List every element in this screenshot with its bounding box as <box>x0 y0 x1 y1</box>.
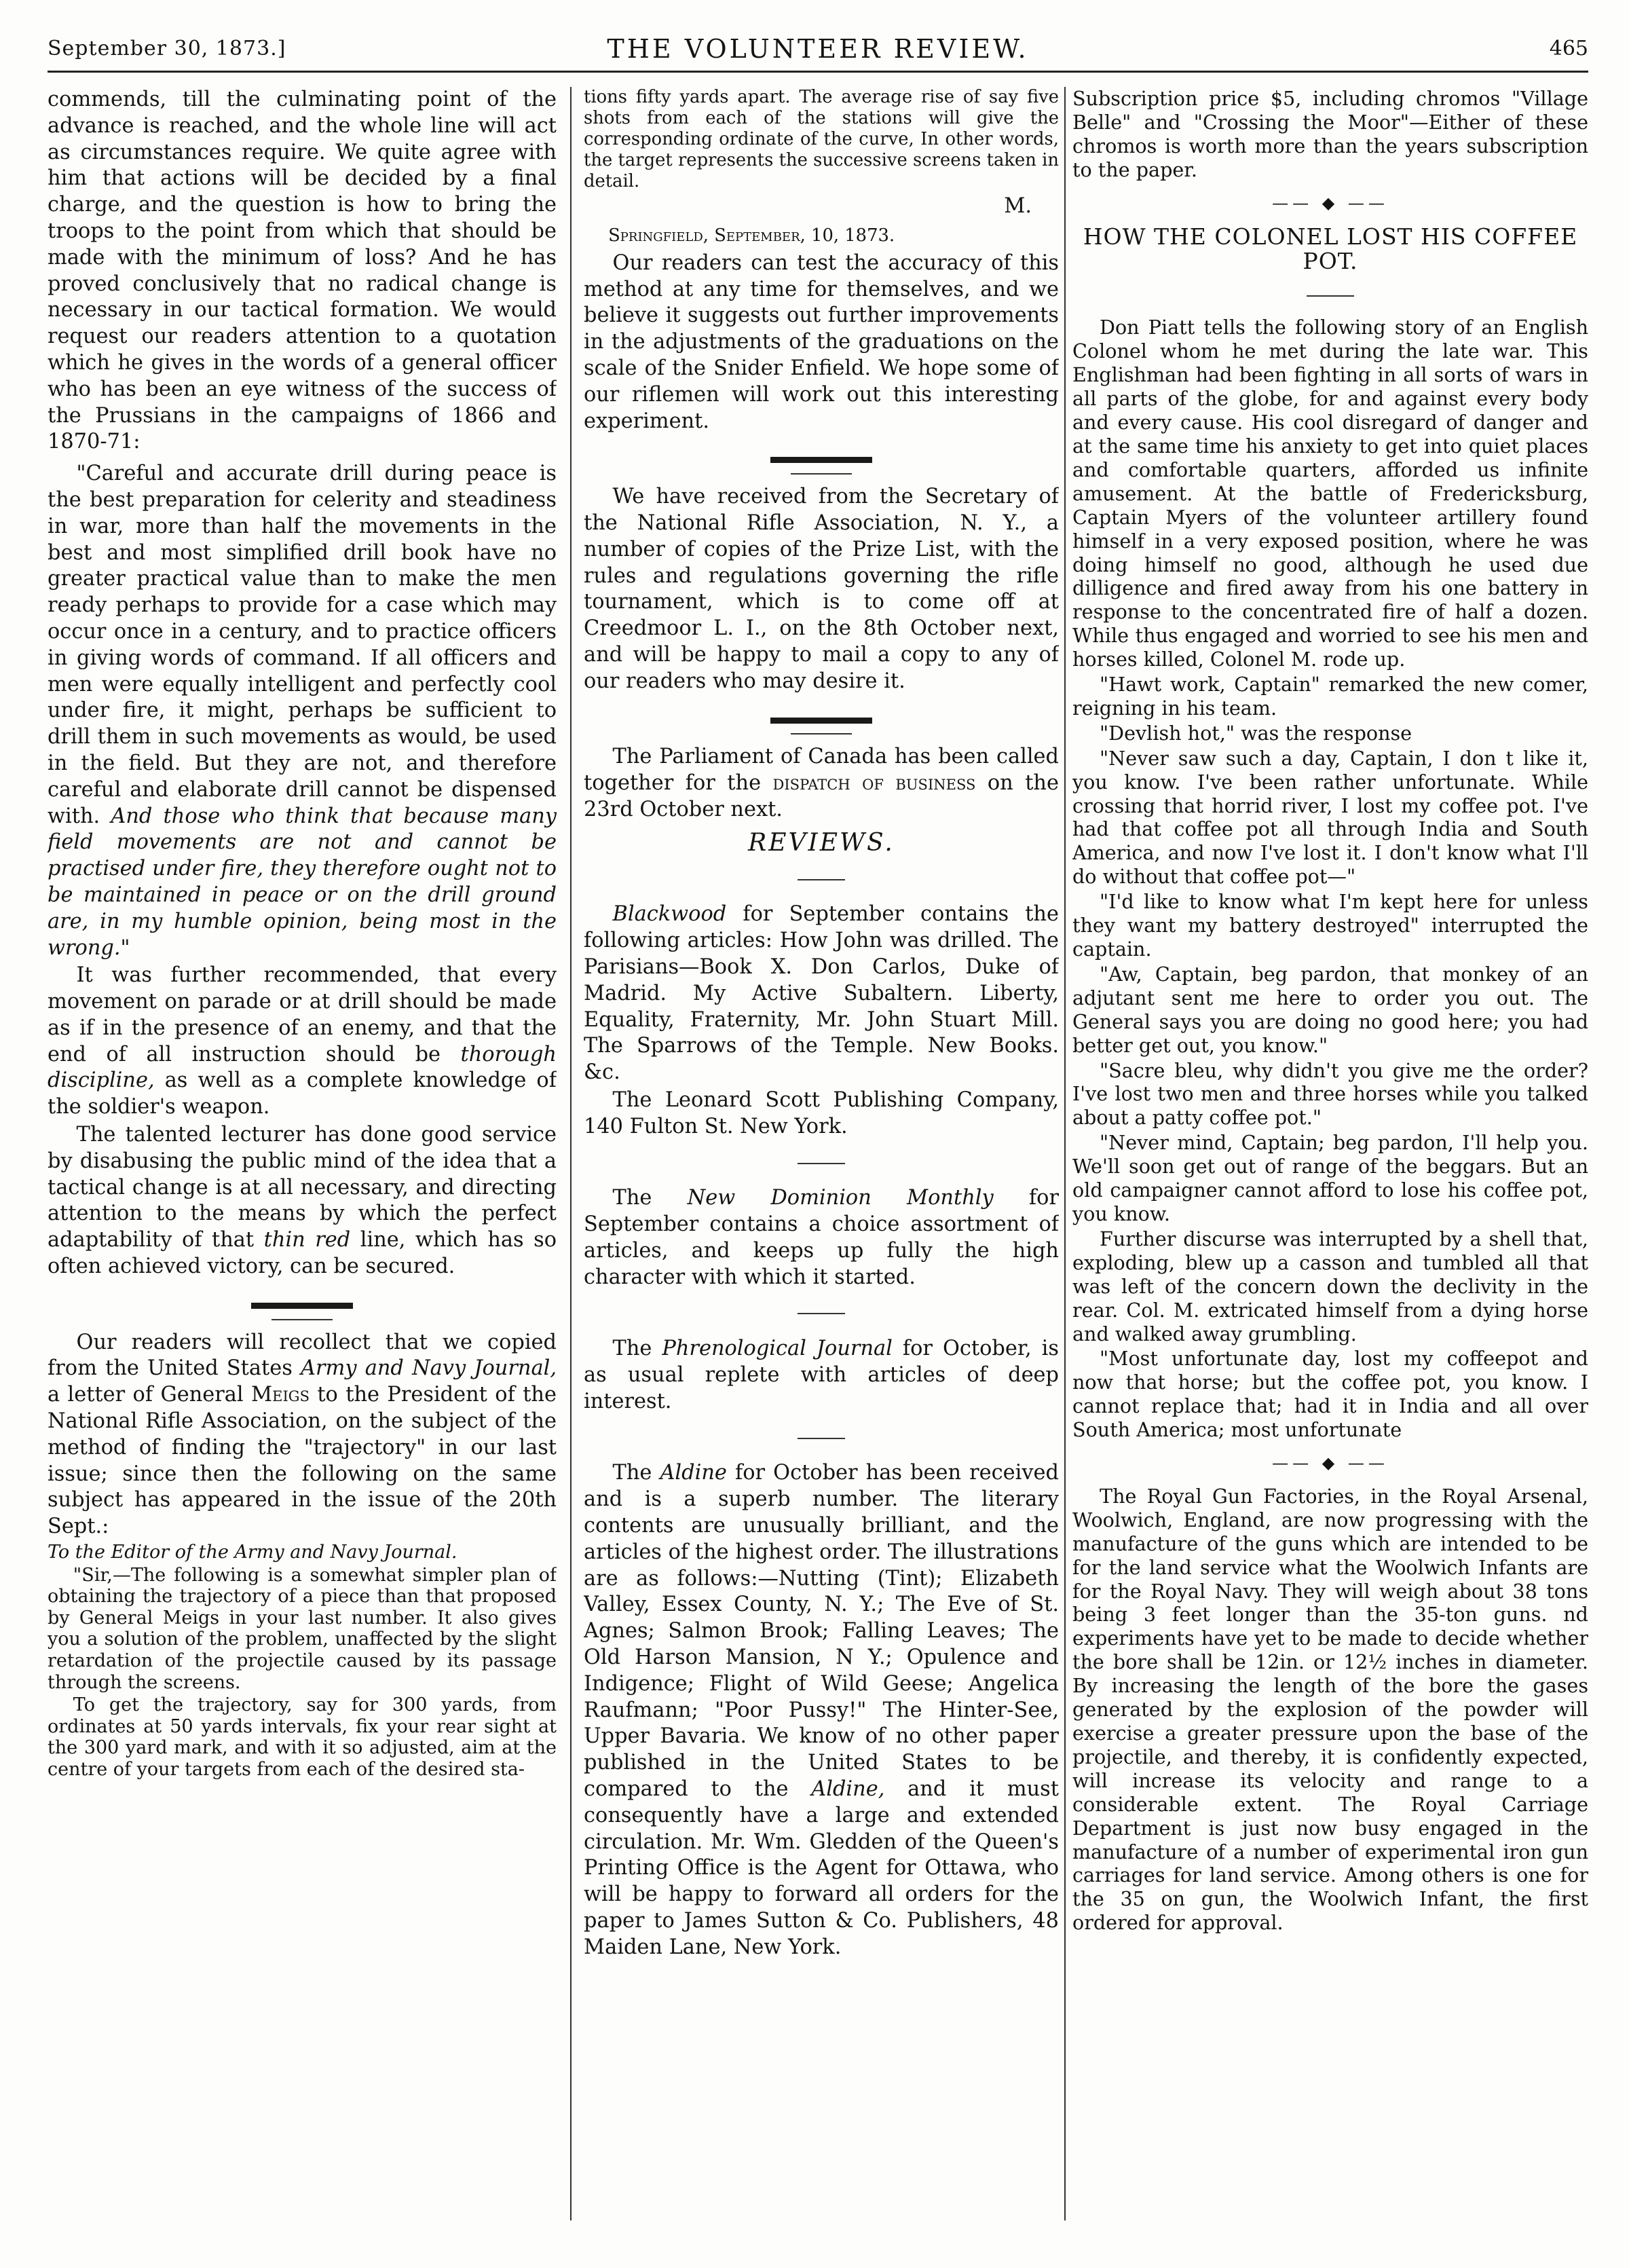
text-span: and it must consequently have a large and extended circulation. Mr. Wm. Gledden of the Queen's Printing Office is the Agent for Ottawa, who will be happy to forward all orders for the paper to James Sutton & Co. Publishers, 48 Maiden Lane, New York. <box>584 1777 1059 1959</box>
quotation <box>48 461 557 961</box>
paragraph <box>48 1330 557 1540</box>
smallcaps-span: dispatch of business <box>772 771 976 796</box>
paragraph <box>584 744 1059 823</box>
quote-close: " <box>120 935 130 960</box>
story-paragraph: Further discurse was interrupted by a shell that, exploding, blew up a casson and tumbled all that was left of the concern down the declivity in the rear. Col. M. extricated himself from a dying horse and walked away grumbling. <box>1072 1227 1588 1345</box>
story-paragraph: "Most unfortunate day, lost my coffeepot and now that horse; but the coffee pot, you know. I cannot replace that; had it in India and all over South America; most unfortunate <box>1072 1347 1588 1442</box>
text-span: a letter of General <box>48 1383 244 1407</box>
paragraph: commends, till the culminating point of the advance is reached, and the whole line will act as circumstances require. We quite agree with him that actions will be decided by a final charge, and the question is how to bring the troops to the point from which that should be made with the minimum of loss? And he has proved conclusively that no radical change is necessary in our tactical formation. We would request our readers attention to a quotation which he gives in the words of a general officer who has been an eye witness of the success of the Prussians in the campaigns of 1866 and 1870-71: <box>48 88 557 454</box>
publication-title: THE VOLUNTEER REVIEW. <box>607 34 1029 64</box>
italic-span: To the Editor of the Army and Navy Journal. <box>48 1542 457 1563</box>
story-paragraph: "Never mind, Captain; beg pardon, I'll help you. We'll soon get out of range of the beggars. But an old campaigner cannot afford to lose his coffee pot, you know. <box>1072 1131 1588 1225</box>
letter-paragraph: To get the trajectory, say for 300 yards, from ordinates at 50 yards intervals, fix your rear sight at the 300 yard mark, and with it so adjusted, aim at the centre of your targets from each of the desired sta- <box>48 1694 557 1780</box>
text-span: It was further recommended, that every movement on parade or at drill should be made as if in the presence of an enemy, and that the end of all instruction should be <box>48 963 557 1066</box>
text-span: The <box>612 1461 652 1485</box>
italic-span: Aldine, <box>811 1777 885 1802</box>
section-separator <box>584 1425 1059 1451</box>
column-2 <box>584 87 1059 2220</box>
column-3 <box>1072 87 1588 2220</box>
italic-span: New Dominion Monthly <box>687 1186 994 1210</box>
review <box>584 1460 1059 1960</box>
running-head <box>48 30 1588 73</box>
page-number: 465 <box>1549 37 1588 60</box>
letter-signature: M. <box>1004 194 1032 218</box>
heading-rule <box>1072 283 1588 307</box>
story-paragraph: "Never saw such a day, Captain, I don t like it, you know. I've been rather unfortunate. While crossing that horrid river, I lost my coffee pot. I've had that coffee pot all through India and South America, and now I've lost it. I don't know what I'll do without that coffee pot—" <box>1072 746 1588 889</box>
column-rule <box>1064 87 1066 2220</box>
text-span: The talented lecturer has done good service by disabusing the public mind of the idea that a tactical change is at all necessary, and directing attention to the means by which the perfect adaptability of that <box>48 1123 557 1252</box>
column-rule <box>570 87 572 2220</box>
smallcaps-span: Meigs <box>251 1383 310 1407</box>
text-span: for October, is as usual replete with articles of deep interest. <box>584 1337 1059 1413</box>
italic-span: thin red <box>263 1228 351 1252</box>
section-separator <box>48 1290 557 1320</box>
dateline: Springfield, September, 10, 1873. <box>608 225 895 246</box>
italic-span: Blackwood <box>612 902 727 927</box>
review <box>584 901 1059 1086</box>
reviews-heading: REVIEWS. <box>748 828 895 857</box>
text-span: Our readers will recollect that we copied from the United States <box>48 1330 557 1381</box>
section-separator <box>584 444 1059 475</box>
story-heading: HOW THE COLONEL LOST HIS COFFEE POT. <box>1083 223 1578 274</box>
issue-date: September 30, 1873.] <box>48 37 286 60</box>
text-span: The <box>612 1186 652 1210</box>
ornament-separator: —— ◆ —— <box>1272 1453 1389 1473</box>
quote-italic: And those who think that because many field movements are not and cannot be practised under fire, they therefore ought not to be maintained in peace or on the drill ground are, in my humble opinion, being most in the wrong. <box>48 804 557 960</box>
text-span: for September contains a choice assortment of articles, and keeps up fully the high character with which it started. <box>584 1186 1059 1289</box>
story-paragraph: "I'd like to know what I'm kept here for unless they want my battery destroyed" interrupted the captain. <box>1072 890 1588 961</box>
letter-continuation: tions fifty yards apart. The average rise of say five shots from each of the stations will give the corresponding ordinate of the curve, In other words, the target represents the successive screens taken in detail. <box>584 87 1059 191</box>
italic-span: Phrenological Journal <box>662 1337 893 1361</box>
paragraph: We have received from the Secretary of the National Rifle Association, N. Y., a number of copies of the Prize List, with the rules and regulations governing the rifle tournament, which is to come off at Creedmoor L. I., on the 8th October next, and will be happy to mail a copy to any of our readers who may desire it. <box>584 485 1059 693</box>
text-span: for October has been received and is a superb number. The literary contents are unusually brilliant, and the articles of the highest order. The illustrations are as follows:—Nutting (Tint); Elizabeth Valley, Essex County, N. Y.; The Eve of St. Agnes; Salmon Brook; Falling Leaves; The Old Harson Mansion, N Y.; Opulence and Indigence; Flight of Wild Geese; Angelica Raufmann; "Poor Pussy!" The Hinter-See, Upper Bavaria. We know of no other paper published in the United States to be compared to the <box>584 1461 1059 1802</box>
story-paragraph: "Sacre bleu, why didn't you give me the order? I've lost two men and three horses while you talked about a patty coffee pot." <box>1072 1058 1588 1130</box>
quote-text: "Careful and accurate drill during peace is the best preparation for celerity and steadiness in war, more than half the movements in the best and most simplified drill book have no greater practical value than to make the men ready perhaps to provide for a case which may occur once in a century, and to practice officers in giving words of command. If all officers and men were equally intelligent and perfectly cool under fire, it might, perhaps be sufficient to drill them in such movements as would, be used in the field. But they are not, and therefore careful and elaborate drill cannot be dispensed with. <box>48 462 557 828</box>
heading-rule <box>584 866 1059 893</box>
story-paragraph: "Devlish hot," was the response <box>1100 721 1412 745</box>
ornament-separator: —— ◆ —— <box>1272 193 1389 212</box>
letter-heading <box>48 1542 557 1563</box>
story-paragraph: "Hawt work, Captain" remarked the new comer, reigning in his team. <box>1072 673 1588 720</box>
section-separator <box>584 1300 1059 1326</box>
section-separator <box>584 1150 1059 1176</box>
column-1 <box>48 87 557 2220</box>
text-span: line, which has so often achieved victory, can be secured. <box>48 1228 557 1279</box>
italic-span: Army and Navy Journal, <box>301 1356 557 1381</box>
italic-span: thorough discipline, <box>48 1042 557 1093</box>
text-span: on the 23rd October next. <box>584 771 1059 821</box>
review-publisher: The Leonard Scott Publishing Company, 140 Fulton St. New York. <box>584 1087 1059 1138</box>
paragraph <box>48 963 557 1121</box>
paragraph <box>48 1122 557 1280</box>
paragraph: Subscription price $5, including chromos "Village Belle" and "Crossing the Moor"—Either of these chromos is worth more than the years subscription to the paper. <box>1072 87 1588 181</box>
text-span: as well as a complete knowledge of the soldier's weapon. <box>48 1068 557 1119</box>
paragraph: Our readers can test the accuracy of this method at any time for themselves, and we believe it suggests out further improvements in the adjustments of the graduations on the scale of the Snider Enfield. We hope some of our riflemen will work out this interesting experiment. <box>584 250 1059 433</box>
review <box>584 1185 1059 1290</box>
text-span: to the President of the National Rifle Association, on the subject of the method of finding the "trajectory" in our last issue; since then the following on the same subject has appeared in the issue of the 20th Sept.: <box>48 1383 557 1539</box>
section-separator <box>584 705 1059 735</box>
story-paragraph: Don Piatt tells the following story of an English Colonel whom he met during the late war. This Englishman had been fighting in all sorts of wars in all parts of the globe, for and against every body and every cause. His cool disregard of danger and at the same time his anxiety to get into quiet places and comfortable quarters, afforded us infinite amusement. At the battle of Fredericksburg, Captain Myers of the volunteer artillery found himself in a very exposed position, where he was doing himself no good, although he used due dilligence and fired away from his one battery in response to the concentrated fire of half a dozen. While thus engaged and worried to see his men and horses killed, Colonel M. rode up. <box>1072 316 1588 671</box>
text-span: for September contains the following articles: How John was drilled. The Parisians—Book X. Don Carlos, Duke of Madrid. My Active Subaltern. Liberty, Equality, Fraternity, Mr. John Stuart Mill. The Sparrows of the Temple. New Books. &c. <box>584 902 1059 1085</box>
paragraph: The Royal Gun Factories, in the Royal Arsenal, Woolwich, England, are now progressing with the manufacture of the guns which are intended to be for the land service what the Woolwich Infants are for the Royal Navy. They will weigh about 38 tons being 3 feet longer than the 35-ton guns. nd experiments have yet to be made to decide whether the bore shall be 12in. or 12½ inches in diameter. By increasing the length of the bore the gases generated by the explosion of the powder will exercise a greater pressure upon the base of the projectile, and thereby, it is confidently expected, will increase its velocity and range to a considerable extent. The Royal Carriage Department is just now busy engaged in the manufacture of a number of experimental iron gun carriages for land service. Among others is one for the 35 on gun, the Woolwich Infant, the first ordered for approval. <box>1072 1484 1588 1935</box>
letter-paragraph: "Sir,—The following is a somewhat simpler plan of obtaining the trajectory of a piece than that proposed by General Meigs in your last number. It also gives you a solution of the problem, unaffected by the slight retardation of the projectile caused by its passage through the screens. <box>48 1564 557 1693</box>
text-span: The <box>612 1337 652 1361</box>
story-paragraph: "Aw, Captain, beg pardon, that monkey of an adjutant sent me here to order you out. The General says you are doing no good here; you had better get out, you know." <box>1072 962 1588 1057</box>
text-span: The Parliament of Canada has been called together for the <box>584 745 1059 796</box>
review <box>584 1336 1059 1415</box>
italic-span: Aldine <box>660 1461 727 1485</box>
